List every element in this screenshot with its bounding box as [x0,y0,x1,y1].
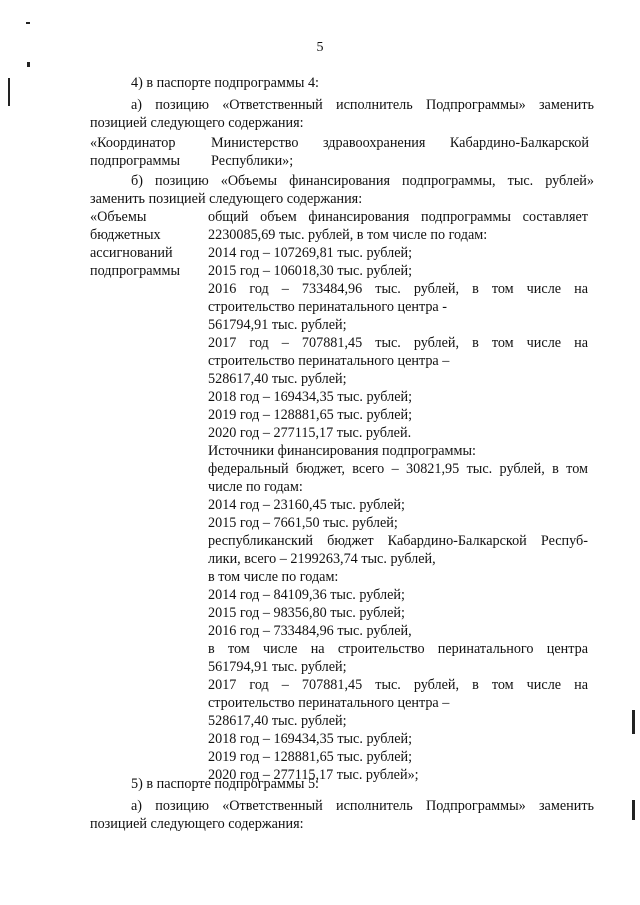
volumes-line: 2020 год – 277115,17 тыс. рублей»; [208,767,419,783]
volumes-label-line: бюджетных [90,227,161,243]
volumes-line: строительство перинатального центра - [208,299,447,315]
scan-mark-2 [27,62,30,67]
scan-mark-1 [26,22,30,24]
volumes-line: 2018 год – 169434,35 тыс. рублей; [208,389,413,405]
volumes-line: 2015 год – 7661,50 тыс. рублей; [208,515,398,531]
volumes-line: в том числе по годам: [208,569,339,585]
volumes-line: 561794,91 тыс. рублей; [208,659,347,675]
volumes-line: 528617,40 тыс. рублей; [208,713,347,729]
volumes-line: 2014 год – 23160,45 тыс. рублей; [208,497,405,513]
volumes-line: Источники финансирования подпрограммы: [208,443,476,459]
volumes-line: 2015 год – 98356,80 тыс. рублей; [208,605,405,621]
volumes-line: 561794,91 тыс. рублей; [208,317,347,333]
item4-b-line2: заменить позицией следующего содержания: [90,191,363,207]
scan-mark-5 [632,800,635,820]
coordinator-label-line2: подпрограммы [90,153,180,169]
volumes-line: 2016 год – 733484,96 тыс. рублей, в том числе на [208,281,588,297]
volumes-line: 2019 год – 128881,65 тыс. рублей; [208,749,413,765]
page-number: 5 [316,40,324,55]
item4-a-line1: а) позицию «Ответственный исполнитель Подпрограммы» заменить [131,97,594,113]
volumes-line: общий объем финансирования подпрограммы составляет [208,209,588,225]
volumes-line: 2017 год – 707881,45 тыс. рублей, в том числе на [208,677,588,693]
volumes-line: 2020 год – 277115,17 тыс. рублей. [208,425,412,441]
volumes-label-line: «Объемы [90,209,147,225]
volumes-label-line: подпрограммы [90,263,180,279]
item4-heading: 4) в паспорте подпрограммы 4: [131,75,319,91]
item4-a-line2: позицией следующего содержания: [90,115,304,131]
coordinator-value-line2: Республики»; [211,153,294,169]
volumes-label-line: ассигнований [90,245,173,261]
scan-mark-4 [632,710,635,734]
volumes-line: 2016 год – 733484,96 тыс. рублей, [208,623,412,639]
item5-heading: 5) в паспорте подпрограммы 5: [131,776,319,792]
volumes-line: 2230085,69 тыс. рублей, в том числе по годам: [208,227,488,243]
volumes-line: 2014 год – 107269,81 тыс. рублей; [208,245,413,261]
item5-a-line1: а) позицию «Ответственный исполнитель Подпрограммы» заменить [131,798,594,814]
volumes-line: строительство перинатального центра – [208,695,450,711]
item5-a-line2: позицией следующего содержания: [90,816,304,832]
volumes-line: федеральный бюджет, всего – 30821,95 тыс. рублей, в том [208,461,588,477]
volumes-line: числе по годам: [208,479,303,495]
coordinator-value-line1: Министерство здравоохранения Кабардино-Балкарской [211,135,589,151]
volumes-line: 2017 год – 707881,45 тыс. рублей, в том числе на [208,335,588,351]
volumes-line: 2018 год – 169434,35 тыс. рублей; [208,731,413,747]
volumes-line: лики, всего – 2199263,74 тыс. рублей, [208,551,436,567]
volumes-line: строительство перинатального центра – [208,353,450,369]
volumes-line: 2015 год – 106018,30 тыс. рублей; [208,263,413,279]
volumes-line: 2014 год – 84109,36 тыс. рублей; [208,587,405,603]
item4-b-line1: б) позицию «Объемы финансирования подпрограммы, тыс. рублей» [131,173,594,189]
scan-mark-3 [8,78,10,106]
coordinator-label-line1: «Координатор [90,135,176,151]
volumes-line: 2019 год – 128881,65 тыс. рублей; [208,407,413,423]
volumes-line: в том числе на строительство перинатального центра [208,641,588,657]
volumes-line: 528617,40 тыс. рублей; [208,371,347,387]
volumes-line: республиканский бюджет Кабардино-Балкарской Респуб- [208,533,588,549]
